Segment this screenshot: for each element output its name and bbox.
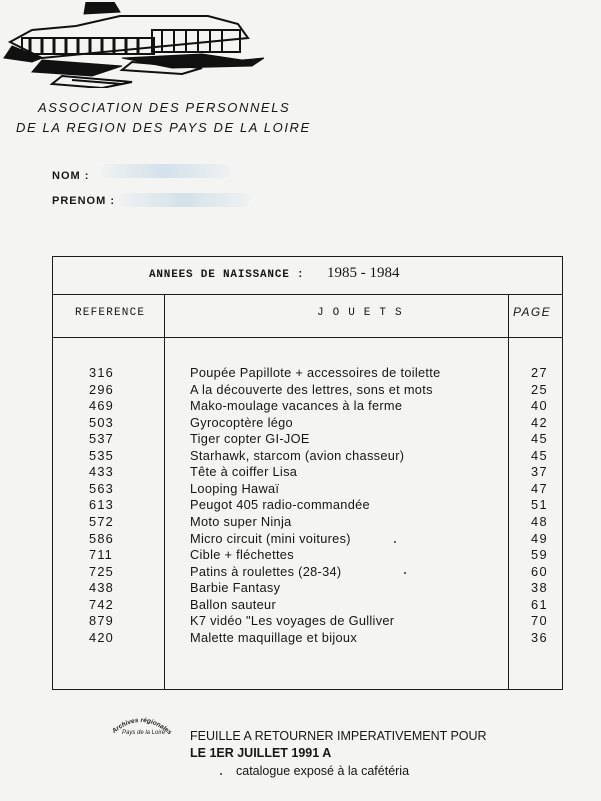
row-page-number: 48: [531, 513, 549, 529]
toy-table: [52, 256, 563, 690]
row-page-number: 37: [531, 464, 549, 480]
table-row: [53, 564, 562, 581]
row-page-number: 45: [531, 447, 549, 463]
row-toy-name: Gyrocoptère légo: [190, 414, 293, 430]
row-page-number: 60: [531, 563, 549, 579]
table-row: [53, 415, 562, 432]
table-row: [53, 431, 562, 448]
column-header-page: PAGE: [513, 305, 552, 319]
row-toy-name: Barbie Fantasy: [190, 580, 281, 596]
table-row: [53, 365, 562, 382]
archives-stamp-icon: [106, 712, 176, 742]
association-line-1: ASSOCIATION DES PERSONNELS: [38, 100, 291, 115]
row-page-number: 59: [531, 547, 549, 563]
association-title: [16, 98, 311, 138]
row-toy-name: Mako-moulage vacances à la ferme: [190, 398, 403, 414]
row-page-number: 45: [531, 431, 549, 447]
row-page-number: 27: [531, 365, 549, 380]
row-toy-name: Ballon sauteur: [190, 596, 277, 612]
table-divider-top: [53, 294, 562, 295]
row-reference: 433: [89, 464, 114, 480]
row-page-number: 49: [531, 530, 549, 546]
row-reference: 438: [89, 580, 114, 596]
row-reference: 563: [89, 480, 114, 496]
row-toy-name: A la découverte des lettres, sons et mots: [190, 381, 433, 397]
speck: [220, 773, 222, 775]
table-row: [53, 630, 562, 647]
table-row: [53, 547, 562, 564]
row-toy-name: Poupée Papillote + accessoires de toilette: [190, 365, 441, 380]
row-reference: 316: [89, 365, 114, 380]
table-row: [53, 481, 562, 498]
table-row: [53, 497, 562, 514]
speck: [394, 541, 396, 543]
footer-deadline: LE 1ER JUILLET 1991 A: [190, 746, 332, 760]
stamp-line-1: Archives régionales: [110, 716, 173, 737]
column-header-reference: REFERENCE: [75, 307, 146, 319]
row-page-number: 38: [531, 580, 549, 596]
table-row: [53, 464, 562, 481]
table-row: [53, 613, 562, 630]
nom-label: NOM :: [52, 170, 90, 182]
row-toy-name: Malette maquillage et bijoux: [190, 629, 358, 645]
building-logo-icon: [2, 2, 264, 88]
row-page-number: 47: [531, 480, 549, 496]
row-toy-name: Cible + fléchettes: [190, 547, 294, 563]
row-page-number: 36: [531, 629, 549, 645]
row-reference: 537: [89, 431, 114, 447]
table-row: [53, 448, 562, 465]
row-reference: 879: [89, 613, 114, 629]
table-row: [53, 531, 562, 548]
nom-redacted-field: [100, 164, 230, 178]
footer-line-3: catalogue exposé à la cafétéria: [236, 764, 410, 778]
row-toy-name: Peugot 405 radio-commandée: [190, 497, 370, 513]
prenom-redacted-field: [118, 193, 250, 207]
stamp-line-2: Pays de la Loire: [122, 730, 166, 736]
row-page-number: 40: [531, 398, 549, 414]
footer-line-1: FEUILLE A RETOURNER IMPERATIVEMENT POUR: [190, 729, 487, 743]
row-reference: 742: [89, 596, 114, 612]
row-page-number: 25: [531, 381, 549, 397]
row-reference: 296: [89, 381, 114, 397]
row-reference: 469: [89, 398, 114, 414]
birth-years-value: 1985 - 1984: [327, 265, 400, 281]
table-row: [53, 398, 562, 415]
row-page-number: 51: [531, 497, 549, 513]
row-reference: 613: [89, 497, 114, 513]
row-toy-name: Micro circuit (mini voitures): [190, 530, 351, 546]
row-reference: 535: [89, 447, 114, 463]
row-reference: 711: [89, 547, 114, 563]
row-toy-name: Looping Hawaï: [190, 480, 280, 496]
row-reference: 725: [89, 563, 114, 579]
row-toy-name: Moto super Ninja: [190, 513, 292, 529]
table-row: [53, 382, 562, 399]
speck: [404, 572, 406, 574]
table-row: [53, 580, 562, 597]
row-reference: 420: [89, 629, 114, 645]
table-divider-header: [53, 337, 562, 338]
row-toy-name: Tête à coiffer Lisa: [190, 464, 298, 480]
row-page-number: 42: [531, 414, 549, 430]
birth-years-label: ANNEES DE NAISSANCE :: [149, 269, 305, 281]
row-reference: 586: [89, 530, 114, 546]
row-toy-name: K7 vidéo "Les voyages de Gulliver: [190, 613, 395, 629]
column-header-jouets: J O U E T S: [317, 307, 403, 319]
prenom-label: PRENOM :: [52, 195, 115, 207]
association-line-2: DE LA REGION DES PAYS DE LA LOIRE: [16, 120, 311, 135]
row-reference: 572: [89, 513, 114, 529]
row-toy-name: Tiger copter GI-JOE: [190, 431, 310, 447]
row-page-number: 61: [531, 596, 549, 612]
row-page-number: 70: [531, 613, 549, 629]
table-row: [53, 597, 562, 614]
row-toy-name: Patins à roulettes (28-34): [190, 563, 342, 579]
table-row: [53, 514, 562, 531]
row-toy-name: Starhawk, starcom (avion chasseur): [190, 447, 405, 463]
row-reference: 503: [89, 414, 114, 430]
